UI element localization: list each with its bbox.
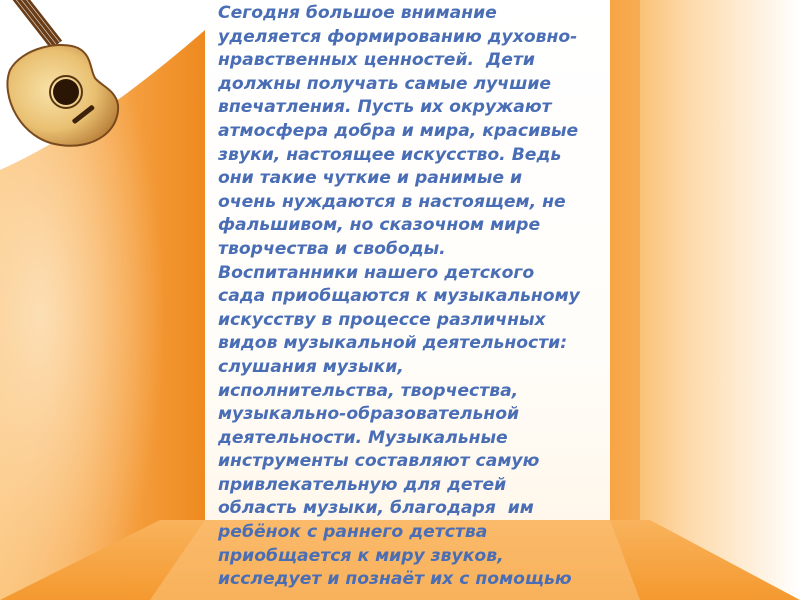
body-text — [218, 2, 598, 592]
text-line: уделяется формированию духовно- — [218, 26, 578, 47]
text-line: сада приобщаются к музыкальному — [218, 286, 580, 307]
text-line: они такие чуткие и ранимые и — [218, 168, 523, 189]
text-line: инструменты составляют самую — [218, 451, 540, 472]
text-line: звуки, настоящее искусство. Ведь — [218, 144, 562, 165]
text-line: приобщается к миру звуков, — [218, 545, 504, 566]
text-line: впечатления. Пусть их окружают — [218, 97, 552, 118]
text-line: творчества и свободы. — [218, 238, 446, 259]
text-line: фальшивом, но сказочном мире — [218, 215, 541, 236]
text-line: должны получать самые лучшие — [218, 73, 552, 94]
text-line: искусству в процессе различных — [218, 309, 546, 330]
text-line: нравственных ценностей. Дети — [218, 50, 535, 71]
text-line: слушания музыки, — [218, 356, 404, 377]
acoustic-guitar-icon — [0, 0, 150, 150]
text-line: деятельности. Музыкальные — [218, 427, 508, 448]
text-line: привлекательную для детей — [218, 474, 507, 495]
text-line: Воспитанники нашего детского — [218, 262, 535, 283]
text-line: атмосфера добра и мира, красивые — [218, 120, 579, 141]
text-line: музыкально-образовательной — [218, 404, 520, 425]
text-line: видов музыкальной деятельности: — [218, 333, 568, 354]
text-line: ребёнок с раннего детства — [218, 522, 488, 543]
text-line: исследует и познаёт их с помощью — [218, 569, 572, 590]
text-line: исполнительства, творчества, — [218, 380, 519, 401]
text-line: Сегодня большое внимание — [218, 3, 497, 23]
text-line: очень нуждаются в настоящем, не — [218, 191, 566, 212]
text-line: область музыки, благодаря им — [218, 498, 534, 519]
